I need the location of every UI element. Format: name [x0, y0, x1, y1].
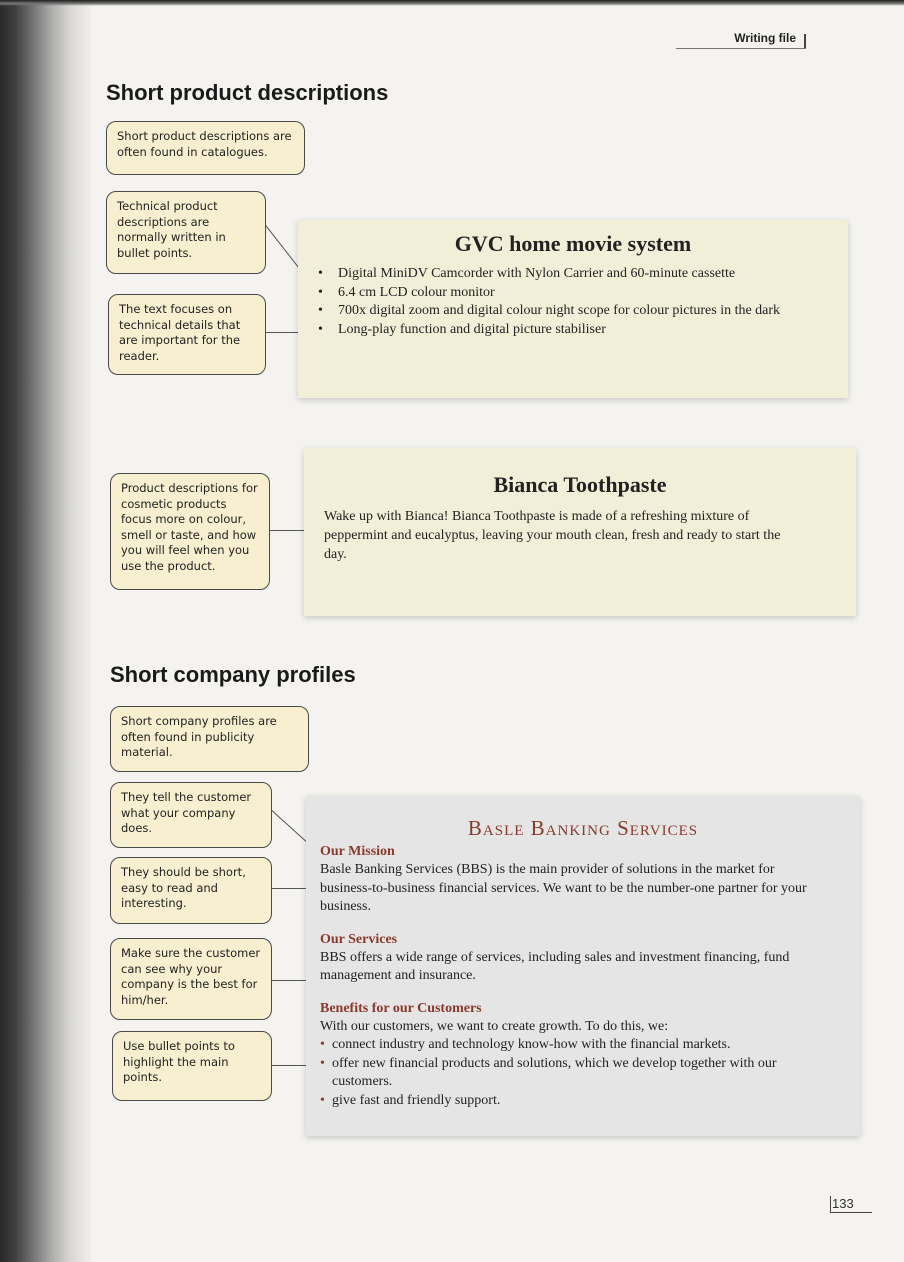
- mission-heading: Our Mission: [320, 844, 395, 859]
- note-what-company-does: They tell the customer what your company does.: [110, 782, 272, 848]
- services-text: BBS offers a wide range of services, including sales and investment financing, fund management and insurance.: [320, 949, 790, 983]
- bianca-title: Bianca Toothpaste: [493, 472, 667, 497]
- header-divider: [804, 34, 806, 48]
- note-catalogues: Short product descriptions are often found in catalogues.: [106, 121, 305, 175]
- bbs-title: Basle Banking Services: [467, 816, 699, 840]
- list-item: • connect industry and technology know-how with the financial markets.: [320, 1036, 820, 1055]
- list-item: • Long-play function and digital picture stabiliser: [314, 321, 818, 340]
- connector-line: [270, 530, 306, 531]
- list-item: • offer new financial products and solutions, which we develop together with our customers.: [320, 1055, 820, 1092]
- gvc-product-box: [298, 220, 848, 398]
- note-bullet-highlight: Use bullet points to highlight the main points.: [112, 1031, 272, 1101]
- bianca-description: Wake up with Bianca! Bianca Toothpaste is made of a refreshing mixture of peppermint and eucalyptus, leaving your mouth clean, fresh and ready to start the day.: [324, 509, 781, 562]
- list-item: • give fast and friendly support.: [320, 1092, 820, 1111]
- benefits-list: [320, 1036, 820, 1110]
- gvc-feature-list: [314, 265, 818, 339]
- note-publicity: Short company profiles are often found in publicity material.: [110, 706, 309, 772]
- binding-shadow: [0, 0, 92, 1262]
- running-header: [676, 28, 806, 49]
- note-why-best: Make sure the customer can see why your company is the best for him/her.: [110, 938, 272, 1020]
- page-number-underline: [830, 1212, 872, 1213]
- benefits-heading: Benefits for our Customers: [320, 1000, 482, 1016]
- bianca-product-box: [304, 448, 856, 616]
- bbs-profile-box: [306, 796, 860, 1136]
- note-short-easy: They should be short, easy to read and interesting.: [110, 857, 272, 924]
- benefits-intro: With our customers, we want to create growth. To do this, we:: [320, 1018, 669, 1034]
- page-number-bracket: [830, 1196, 831, 1212]
- section-title-descriptions: Short product descriptions: [106, 80, 389, 105]
- services-heading: Our Services: [320, 931, 398, 947]
- note-technical-details: The text focuses on technical details that are important for the reader.: [108, 294, 266, 375]
- page-top-edge: [0, 0, 904, 6]
- page-number: 133: [832, 1196, 854, 1211]
- list-item: • 6.4 cm LCD colour monitor: [314, 284, 818, 303]
- list-item: • 700x digital zoom and digital colour night scope for colour pictures in the dark: [314, 302, 818, 321]
- gvc-title: GVC home movie system: [454, 231, 692, 256]
- mission-text: Basle Banking Services (BBS) is the main provider of solutions in the market for business-to-business financial services. We want to be the number-one partner for your business.: [320, 862, 807, 914]
- list-item: • Digital MiniDV Camcorder with Nylon Carrier and 60-minute cassette: [314, 265, 818, 284]
- section-title-profiles: Short company profiles: [110, 662, 356, 687]
- note-cosmetic-products: Product descriptions for cosmetic products focus more on colour, smell or taste, and how you will feel when you use the product.: [110, 473, 270, 590]
- note-bullet-points: Technical product descriptions are normally written in bullet points.: [106, 191, 266, 274]
- header-label: Writing file: [734, 31, 796, 45]
